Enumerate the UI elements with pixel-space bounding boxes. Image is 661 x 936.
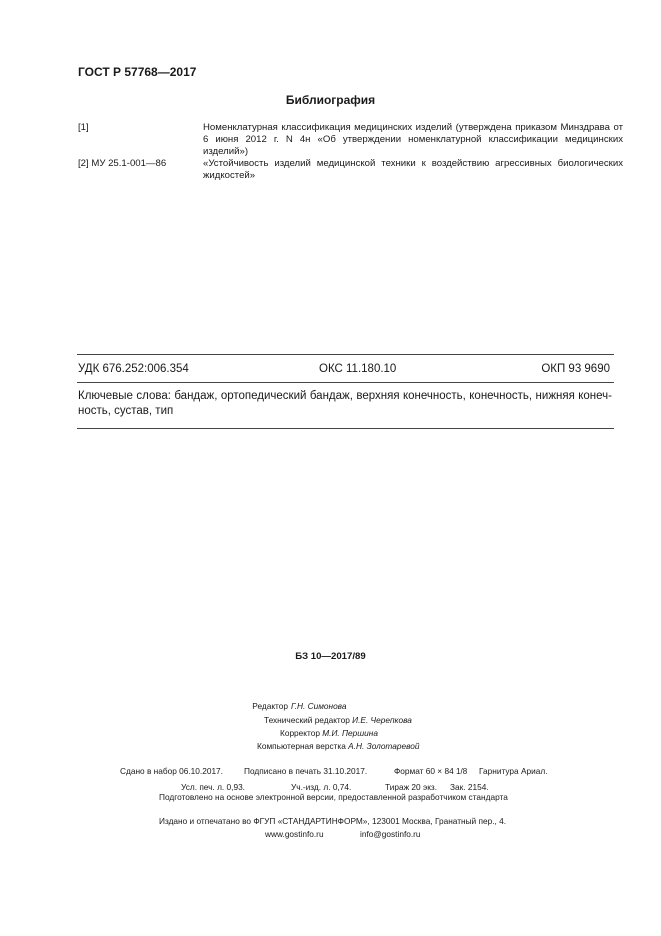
staff-role: Компьютерная верстка [257, 741, 346, 751]
staff-tech-editor [264, 715, 412, 725]
staff-name: И.Е. Черепкова [352, 715, 412, 725]
udk-code: УДК 676.252:006.354 [78, 363, 189, 375]
imprint-format [394, 766, 467, 776]
staff-name: А.Н. Золотаревой [348, 741, 420, 751]
imprint-format-fraction: 1/8 [456, 767, 468, 776]
imprint-pub-sheets: Уч.-изд. л. 0,74. [291, 782, 352, 792]
imprint-font: Гарнитура Ариал. [479, 766, 548, 776]
imprint-publisher: Издано и отпечатано во ФГУП «СТАНДАРТИНФОРМ», 123001 Москва, Гранатный пер., 4. [159, 816, 507, 826]
okp-code: ОКП 93 9690 [541, 363, 610, 375]
bibliography-text: Номенклатурная классификация медицинских изделий (утверждена приказом Минздрава от 6 июня 2012 г. N 4н «Об утверждении номенклатурной классификации медицинских изделий») [203, 122, 623, 157]
publisher-website-link[interactable]: www.gostinfo.ru [265, 829, 324, 839]
staff-name: М.И. Першина [322, 728, 378, 738]
divider-top [77, 354, 614, 355]
document-id: ГОСТ Р 57768—2017 [78, 65, 197, 79]
imprint-sign-date: Подписано в печать 31.10.2017. [244, 766, 368, 776]
bz-number: БЗ 10—2017/89 [295, 651, 366, 662]
divider-bottom [77, 428, 614, 429]
staff-role: Технический редактор [264, 715, 350, 725]
imprint-set-date: Сдано в набор 06.10.2017. [120, 766, 223, 776]
imprint-print-run: Тираж 20 экз. [385, 782, 438, 792]
bibliography-text: «Устойчивость изделий медицинской техники к воздействию агрессивных биологических жидкостей» [203, 158, 623, 181]
keywords-line-2: ность, сустав, тип [78, 405, 174, 417]
staff-name: Г.Н. Симонова [291, 701, 347, 711]
oks-code: ОКС 11.180.10 [319, 363, 397, 375]
staff-layout [257, 741, 419, 751]
staff-proofreader [280, 728, 378, 738]
staff-role: Редактор [252, 701, 288, 711]
staff-role: Корректор [280, 728, 320, 738]
staff-editor-name [291, 701, 346, 711]
bibliography-title: Библиография [285, 93, 376, 107]
keywords [78, 389, 612, 419]
bibliography-ref: [2] МУ 25.1-001—86 [78, 158, 167, 169]
keywords-line-1: Ключевые слова: бандаж, ортопедический бандаж, верхняя конечность, конечность, нижняя конеч- [78, 390, 612, 402]
bibliography-ref: [1] [78, 122, 89, 133]
imprint-print-sheets: Усл. печ. л. 0,93. [181, 782, 245, 792]
staff-editor [252, 701, 288, 711]
imprint-format-text: Формат 60 × 84 [394, 766, 454, 776]
publisher-email-link[interactable]: info@gostinfo.ru [360, 829, 421, 839]
imprint-prepared-note: Подготовлено на основе электронной версии, предоставленной разработчиком стандарта [159, 792, 508, 802]
divider-middle [77, 382, 614, 383]
imprint-order: Зак. 2154. [450, 782, 489, 792]
